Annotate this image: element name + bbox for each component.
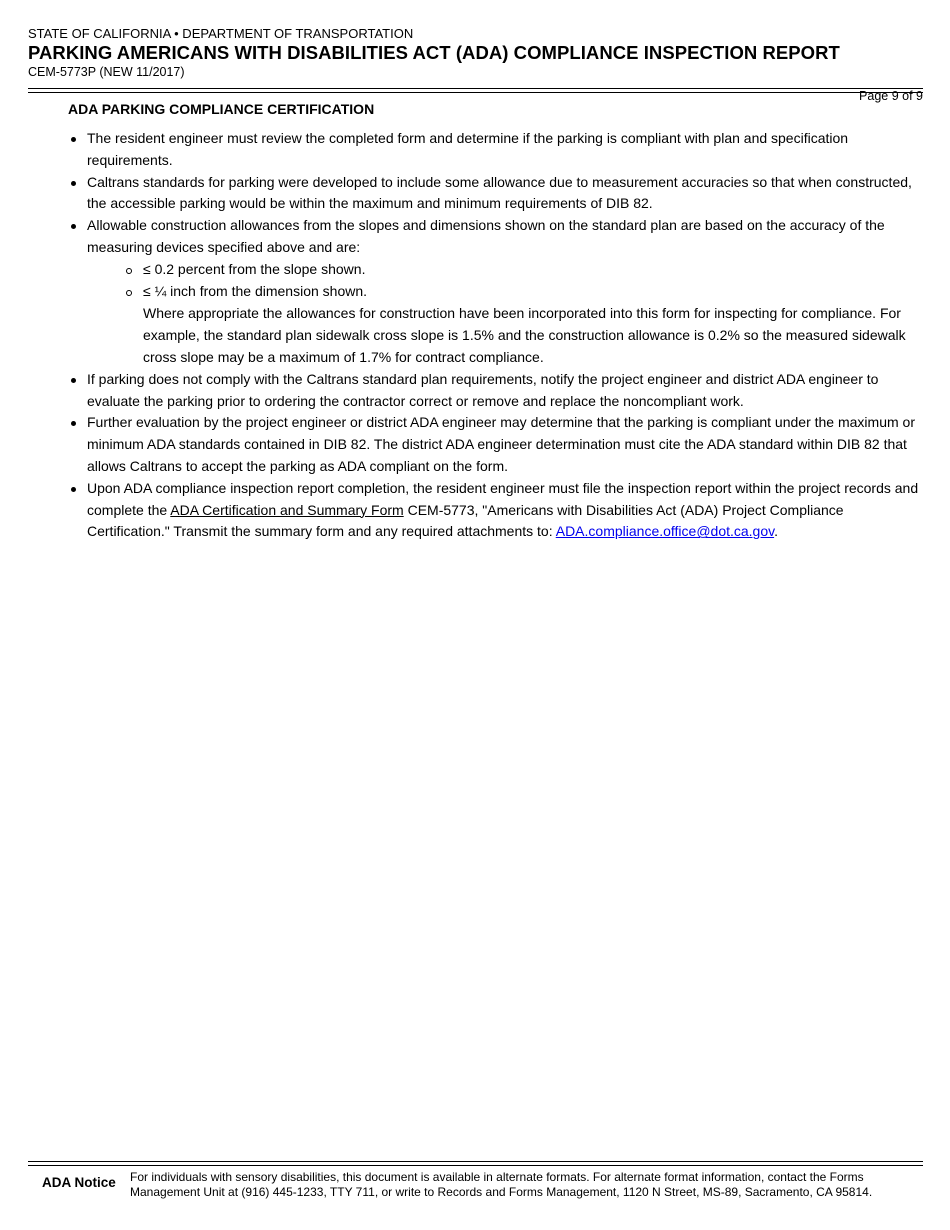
bullet-text: Allowable construction allowances from the slopes and dimensions shown on the standard plan are based on the accuracy of the measuring devices specified above and are: bbox=[87, 217, 885, 255]
bullet-text: Caltrans standards for parking were developed to include some allowance due to measurement accuracies so that when constructed, the accessible parking would be within the maximum and minimum requirements of DIB 82. bbox=[87, 173, 912, 212]
ada-notice-text: For individuals with sensory disabilities, this document is available in alternate formats. For alternate format information, contact the Forms Management Unit at (916) 445-1233, TTY 711, or write to Records and Forms Management, 1120 N Street, MS-89, Sacramento, CA 95814. bbox=[130, 1170, 873, 1199]
bullet-list bbox=[68, 128, 923, 543]
bullet-text: Further evaluation by the project engineer or district ADA engineer may determine that the parking is compliant under the maximum or minimum ADA standards contained in DIB 82. The district ADA engineer determination must cite the ADA standard within DIB 82 that allows Caltrans to accept the parking as ADA compliant on the form. bbox=[87, 414, 915, 474]
certification-content bbox=[68, 128, 923, 543]
bullet-icon bbox=[71, 487, 76, 492]
bullet-text: CEM-5773, "Americans with Disabilities Act (ADA) Project Compliance Certification." Transmit the summary form and any required attachments to: bbox=[87, 501, 844, 540]
header-divider-bottom bbox=[28, 92, 923, 93]
bullet-icon bbox=[71, 137, 76, 142]
list-item bbox=[68, 128, 923, 172]
compliance-email-link[interactable]: ADA.compliance.office@dot.ca.gov bbox=[555, 523, 775, 540]
ada-notice-label: ADA Notice bbox=[42, 1175, 116, 1190]
bullet-text: The resident engineer must review the completed form and determine if the parking is compliant with plan and specification requirements. bbox=[87, 130, 849, 168]
form-title: PARKING AMERICANS WITH DISABILITIES ACT (ADA) COMPLIANCE INSPECTION REPORT bbox=[28, 42, 840, 63]
agency-line: STATE OF CALIFORNIA • DEPARTMENT OF TRANSPORTATION bbox=[28, 26, 414, 41]
sub-list-item bbox=[87, 281, 923, 303]
bullet-text: If parking does not comply with the Caltrans standard plan requirements, notify the project engineer and district ADA engineer to evaluate the parking prior to ordering the contractor correct or remove and replace the noncompliant work. bbox=[87, 370, 879, 409]
bullet-icon bbox=[71, 421, 76, 426]
section-heading: ADA PARKING COMPLIANCE CERTIFICATION bbox=[68, 101, 375, 117]
footer-divider-bottom bbox=[28, 1165, 923, 1166]
list-item bbox=[68, 478, 923, 543]
circle-bullet-icon bbox=[126, 290, 132, 296]
form-number: CEM-5773P (NEW 11/2017) bbox=[28, 65, 185, 79]
header-divider-top bbox=[28, 88, 923, 89]
sub-item-text: ≤ ¼ inch from the dimension shown. bbox=[143, 282, 368, 299]
summary-form-link[interactable]: ADA Certification and Summary Form bbox=[170, 501, 404, 518]
sub-item-text: ≤ 0.2 percent from the slope shown. bbox=[143, 260, 366, 277]
bullet-text: . bbox=[774, 523, 778, 540]
bullet-icon bbox=[71, 224, 76, 229]
page-number: Page 9 of 9 bbox=[859, 89, 923, 103]
list-item bbox=[68, 412, 923, 477]
form-header bbox=[28, 26, 923, 103]
list-item bbox=[68, 369, 923, 413]
bullet-icon bbox=[71, 378, 76, 383]
bullet-text: Upon ADA compliance inspection report completion, the resident engineer must file the inspection report within the project records and complete the bbox=[87, 479, 919, 518]
sub-list-item bbox=[87, 259, 923, 281]
bullet-icon bbox=[71, 181, 76, 186]
footer-divider-top bbox=[28, 1161, 923, 1162]
circle-bullet-icon bbox=[126, 268, 132, 274]
sub-list bbox=[87, 259, 923, 303]
list-item bbox=[68, 172, 923, 216]
list-item bbox=[68, 215, 923, 369]
allowance-explanation: Where appropriate the allowances for construction have been incorporated into this form for inspecting for compliance. For example, the standard plan sidewalk cross slope is 1.5% and the construction allowance is 0.2% so the measured sidewalk cross slope may be a maximum of 1.7% for contract compliance. bbox=[143, 305, 906, 365]
